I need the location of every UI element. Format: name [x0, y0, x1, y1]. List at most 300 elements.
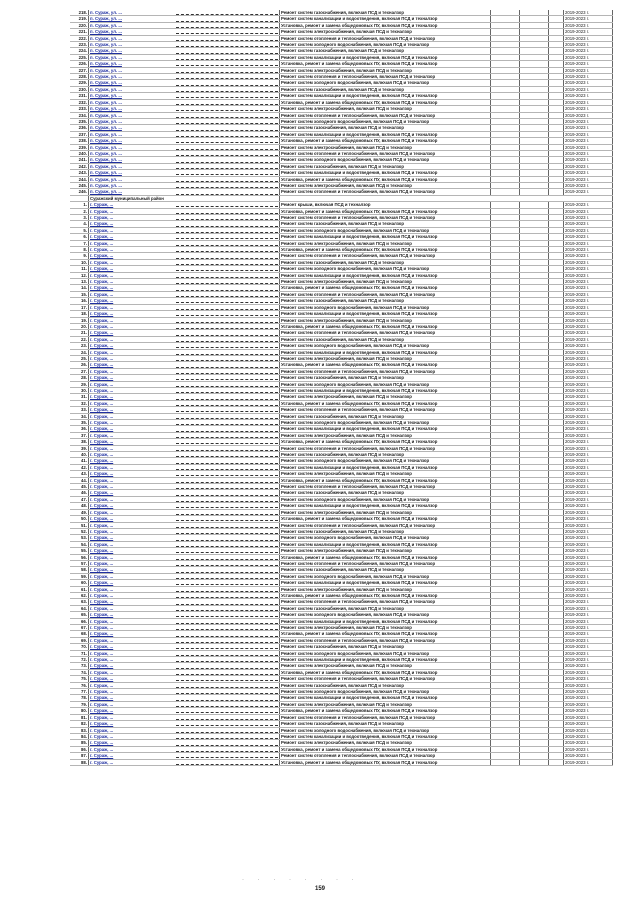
dashed-filler	[176, 242, 278, 246]
row-work-type: Установка, ремонт и замена общедомовых ПУ, включая ПСД и техналзор	[280, 285, 491, 291]
row-address: г. Сураж, ...	[89, 644, 176, 650]
dashed-filler	[176, 658, 278, 662]
row-work-type: Ремонт систем электроснабжения, включая ПСД и техналзор	[280, 586, 491, 592]
row-work-type: Ремонт систем холодного водоснабжения, включая ПСД и техналзор	[280, 304, 491, 310]
row-work-type: Ремонт систем холодного водоснабжения, включая ПСД и техналзор	[280, 650, 491, 656]
row-number: 225.	[70, 54, 89, 60]
dashed-filler	[176, 709, 278, 713]
row-address: г. Сураж, ...	[89, 304, 176, 310]
row-address: г. Сураж, ...	[89, 272, 176, 278]
scan-dots: · · · · · · · ·	[242, 877, 360, 883]
row-period: 2019-2023 г.	[564, 733, 613, 739]
row-work-type: Установка, ремонт и замена общедомовых ПУ, включая ПСД и техналзор	[280, 746, 491, 752]
row-address: п. Сураж, ул. ...	[89, 99, 176, 105]
dashed-filler	[176, 216, 278, 220]
dashed-filler	[176, 421, 278, 425]
row-period: 2019-2023 г.	[564, 727, 613, 733]
row-address: г. Сураж, ...	[89, 573, 176, 579]
row-address: п. Сураж, ул. ...	[89, 54, 176, 60]
row-number: 10.	[70, 259, 89, 265]
dashed-filler	[176, 223, 278, 227]
row-work-type: Ремонт систем электроснабжения, включая ПСД и техналзор	[280, 317, 491, 323]
row-number: 11.	[70, 266, 89, 272]
row-address: п. Сураж, ул. ...	[89, 163, 176, 169]
dashed-filler	[176, 127, 278, 131]
row-work-type: Ремонт систем газоснабжения, включая ПСД и техналзор	[280, 48, 491, 54]
row-address: г. Сураж, ...	[89, 387, 176, 393]
row-number: 16.	[70, 298, 89, 304]
dashed-filler	[176, 498, 278, 502]
row-period: 2019-2023 г.	[564, 176, 613, 182]
row-work-type: Ремонт систем канализации и водоотведения, включая ПСД и техналзор	[280, 16, 491, 22]
row-address: г. Сураж, ...	[89, 528, 176, 534]
row-address: г. Сураж, ...	[89, 253, 176, 259]
row-number: 76.	[70, 682, 89, 688]
row-address: г. Сураж, ...	[89, 701, 176, 707]
row-number: 218.	[70, 10, 89, 16]
row-number: 66.	[70, 618, 89, 624]
row-period: 2019-2023 г.	[564, 131, 613, 137]
dashed-filler	[176, 735, 278, 739]
row-work-type: Ремонт систем отопления и теплоснабжения, включая ПСД и техналзор	[280, 215, 491, 221]
row-number: 231.	[70, 93, 89, 99]
dashed-filler	[176, 517, 278, 521]
dashed-filler	[176, 319, 278, 323]
row-work-type: Ремонт систем электроснабжения, включая ПСД и техналзор	[280, 663, 491, 669]
row-year-built	[491, 759, 520, 765]
row-address: г. Сураж, ...	[89, 285, 176, 291]
dashed-filler	[176, 652, 278, 656]
row-number: 8.	[70, 247, 89, 253]
dashed-filler	[176, 50, 278, 54]
row-work-type: Ремонт систем холодного водоснабжения, включая ПСД и техналзор	[280, 612, 491, 618]
row-period: 2019-2023 г.	[564, 221, 613, 227]
dashed-filler	[176, 671, 278, 675]
row-period: 2019-2023 г.	[564, 663, 613, 669]
row-period: 2019-2023 г.	[564, 740, 613, 746]
row-work-type: Ремонт систем холодного водоснабжения, включая ПСД и техналзор	[280, 157, 491, 163]
dashed-filler	[176, 133, 278, 137]
dashed-filler	[176, 665, 278, 669]
row-address: г. Сураж, ...	[89, 496, 176, 502]
row-period: 2019-2023 г.	[564, 48, 613, 54]
row-number: 42.	[70, 464, 89, 470]
dashed-filler	[176, 114, 278, 118]
row-work-type: Ремонт систем отопления и теплоснабжения, включая ПСД и техналзор	[280, 560, 491, 566]
row-number: 241.	[70, 157, 89, 163]
dashed-filler	[176, 267, 278, 271]
row-period: 2019-2023 г.	[564, 605, 613, 611]
row-number: 4.	[70, 221, 89, 227]
row-period: 2019-2023 г.	[564, 317, 613, 323]
dashed-filler	[176, 299, 278, 303]
row-period: 2019-2023 г.	[564, 202, 613, 208]
dashed-filler	[176, 472, 278, 476]
row-work-type: Ремонт систем холодного водоснабжения, включая ПСД и техналзор	[280, 343, 491, 349]
row-number: 75.	[70, 676, 89, 682]
row-period: 2019-2023 г.	[564, 721, 613, 727]
row-address: г. Сураж, ...	[89, 663, 176, 669]
row-period: 2019-2023 г.	[564, 541, 613, 547]
row-address: г. Сураж, ...	[89, 708, 176, 714]
row-period: 2019-2023 г.	[564, 701, 613, 707]
dashed-filler	[176, 754, 278, 758]
row-address: г. Сураж, ...	[89, 400, 176, 406]
dashed-filler	[176, 383, 278, 387]
row-work-type: Установка, ремонт и замена общедомовых ПУ, включая ПСД и техналзор	[280, 22, 491, 28]
row-number: 17.	[70, 304, 89, 310]
dashed-filler	[176, 575, 278, 579]
dashed-filler	[176, 18, 278, 22]
row-period: 2019-2023 г.	[564, 106, 613, 112]
row-address: г. Сураж, ...	[89, 355, 176, 361]
row-period: 2019-2023 г.	[564, 560, 613, 566]
row-work-type: Установка, ремонт и замена общедомовых ПУ, включая ПСД и техналзор	[280, 362, 491, 368]
row-address: г. Сураж, ...	[89, 349, 176, 355]
page-number: 159	[314, 886, 325, 892]
row-work-type: Установка, ремонт и замена общедомовых ПУ, включая ПСД и техналзор	[280, 516, 491, 522]
row-period: 2019-2023 г.	[564, 86, 613, 92]
row-number: 19.	[70, 317, 89, 323]
row-number: 219.	[70, 16, 89, 22]
row-number: 237.	[70, 131, 89, 137]
row-work-type: Установка, ремонт и замена общедомовых ПУ, включая ПСД и техналзор	[280, 138, 491, 144]
row-work-type: Ремонт систем газоснабжения, включая ПСД и техналзор	[280, 10, 491, 16]
row-address: г. Сураж, ...	[89, 234, 176, 240]
row-address: п. Сураж, ул. ...	[89, 112, 176, 118]
row-address: г. Сураж, ...	[89, 227, 176, 233]
row-work-type: Установка, ремонт и замена общедомовых ПУ, включая ПСД и техналзор	[280, 554, 491, 560]
row-work-type: Ремонт систем газоснабжения, включая ПСД и техналзор	[280, 567, 491, 573]
row-number: 6.	[70, 234, 89, 240]
row-period: 2019-2023 г.	[564, 157, 613, 163]
row-period: 2019-2023 г.	[564, 599, 613, 605]
row-address: п. Сураж, ул. ...	[89, 144, 176, 150]
row-work-type: Ремонт систем газоснабжения, включая ПСД и техналзор	[280, 259, 491, 265]
dashed-filler	[176, 729, 278, 733]
dashed-filler	[176, 293, 278, 297]
row-work-type: Ремонт систем канализации и водоотведения, включая ПСД и техналзор	[280, 580, 491, 586]
row-number: 226.	[70, 61, 89, 67]
row-period: 2019-2023 г.	[564, 657, 613, 663]
row-address: г. Сураж, ...	[89, 336, 176, 342]
row-address: п. Сураж, ул. ...	[89, 16, 176, 22]
dashed-filler	[176, 524, 278, 528]
row-period: 2019-2023 г.	[564, 637, 613, 643]
row-work-type: Ремонт систем канализации и водоотведения, включая ПСД и техналзор	[280, 272, 491, 278]
row-number: 246.	[70, 189, 89, 195]
row-work-type: Ремонт систем газоснабжения, включая ПСД и техналзор	[280, 682, 491, 688]
row-period: 2019-2023 г.	[564, 554, 613, 560]
row-number: 243.	[70, 170, 89, 176]
row-work-type: Ремонт систем отопления и теплоснабжения, включая ПСД и техналзор	[280, 753, 491, 759]
dashed-filler	[176, 556, 278, 560]
row-work-type: Установка, ремонт и замена общедомовых ПУ, включая ПСД и техналзор	[280, 400, 491, 406]
row-work-type: Ремонт систем холодного водоснабжения, включая ПСД и техналзор	[280, 420, 491, 426]
row-number: 60.	[70, 580, 89, 586]
row-address: п. Сураж, ул. ...	[89, 157, 176, 163]
row-address: п. Сураж, ул. ...	[89, 86, 176, 92]
row-address: г. Сураж, ...	[89, 535, 176, 541]
row-work-type: Ремонт систем отопления и теплоснабжения, включая ПСД и техналзор	[280, 484, 491, 490]
dashed-filler	[176, 549, 278, 553]
row-address: г. Сураж, ...	[89, 746, 176, 752]
row-number: 18.	[70, 311, 89, 317]
row-address: г. Сураж, ...	[89, 580, 176, 586]
row-address: п. Сураж, ул. ...	[89, 61, 176, 67]
row-work-type: Ремонт систем холодного водоснабжения, включая ПСД и техналзор	[280, 118, 491, 124]
row-period: 2019-2023 г.	[564, 125, 613, 131]
dashed-filler	[176, 504, 278, 508]
row-address: г. Сураж, ...	[89, 420, 176, 426]
row-period: 2019-2023 г.	[564, 330, 613, 336]
row-work-type: Ремонт систем электроснабжения, включая ПСД и техналзор	[280, 548, 491, 554]
row-period: 2019-2023 г.	[564, 182, 613, 188]
dashed-filler	[176, 344, 278, 348]
row-period: 2019-2023 г.	[564, 432, 613, 438]
dashed-filler	[176, 607, 278, 611]
dashed-filler	[176, 357, 278, 361]
row-number: 68.	[70, 631, 89, 637]
row-work-type: Ремонт систем газоснабжения, включая ПСД и техналзор	[280, 605, 491, 611]
row-filler-line	[175, 759, 280, 765]
row-number: 53.	[70, 535, 89, 541]
row-spacer	[549, 759, 564, 765]
row-address: г. Сураж, ...	[89, 311, 176, 317]
row-address: п. Сураж, ул. ...	[89, 118, 176, 124]
row-period: 2019-2023 г.	[564, 509, 613, 515]
row-period: 2019-2023 г.	[564, 35, 613, 41]
row-address: г. Сураж, ...	[89, 650, 176, 656]
dashed-filler	[176, 453, 278, 457]
dashed-filler	[176, 434, 278, 438]
row-address: г. Сураж, ...	[89, 202, 176, 208]
row-period: 2019-2023 г.	[564, 394, 613, 400]
row-address: г. Сураж, ...	[89, 484, 176, 490]
row-period: 2019-2023 г.	[564, 420, 613, 426]
dashed-filler	[176, 722, 278, 726]
row-number: 228.	[70, 74, 89, 80]
row-work-type: Ремонт систем канализации и водоотведения, включая ПСД и техналзор	[280, 349, 491, 355]
row-period: 2019-2023 г.	[564, 567, 613, 573]
dashed-filler	[176, 75, 278, 79]
row-work-type: Ремонт систем электроснабжения, включая ПСД и техналзор	[280, 740, 491, 746]
row-address: г. Сураж, ...	[89, 221, 176, 227]
row-address: г. Сураж, ...	[89, 554, 176, 560]
row-work-type: Установка, ремонт и замена общедомовых ПУ, включая ПСД и техналзор	[280, 247, 491, 253]
row-period: 2019-2023 г.	[564, 682, 613, 688]
row-work-type: Ремонт систем газоснабжения, включая ПСД и техналзор	[280, 721, 491, 727]
row-number: 88.	[70, 759, 89, 765]
row-number: 26.	[70, 362, 89, 368]
row-work-type: Установка, ремонт и замена общедомовых ПУ, включая ПСД и техналзор	[280, 208, 491, 214]
row-number: 83.	[70, 727, 89, 733]
row-address: г. Сураж, ...	[89, 541, 176, 547]
district-header: Суражский муниципальный район	[89, 195, 280, 201]
row-address: г. Сураж, ...	[89, 740, 176, 746]
row-year-repair	[520, 759, 549, 765]
row-number: 31.	[70, 394, 89, 400]
row-address: п. Сураж, ул. ...	[89, 35, 176, 41]
row-work-type: Ремонт систем отопления и теплоснабжения, включая ПСД и техналзор	[280, 35, 491, 41]
row-address: п. Сураж, ул. ...	[89, 80, 176, 86]
dashed-filler	[176, 440, 278, 444]
row-address: г. Сураж, ...	[89, 368, 176, 374]
dashed-filler	[176, 62, 278, 66]
dashed-filler	[176, 280, 278, 284]
row-period: 2019-2023 г.	[564, 592, 613, 598]
row-address: г. Сураж, ...	[89, 432, 176, 438]
row-work-type: Ремонт систем электроснабжения, включая ПСД и техналзор	[280, 144, 491, 150]
row-number: 232.	[70, 99, 89, 105]
dashed-filler	[176, 485, 278, 489]
row-number: 245.	[70, 182, 89, 188]
row-period: 2019-2023 г.	[564, 644, 613, 650]
dashed-filler	[176, 370, 278, 374]
row-number: 47.	[70, 496, 89, 502]
row-period: 2019-2023 г.	[564, 74, 613, 80]
row-work-type: Ремонт систем электроснабжения, включая ПСД и техналзор	[280, 509, 491, 515]
row-address: п. Сураж, ул. ...	[89, 150, 176, 156]
row-number: 87.	[70, 753, 89, 759]
row-address: г. Сураж, ...	[89, 394, 176, 400]
row-number: 63.	[70, 599, 89, 605]
row-period: 2019-2023 г.	[564, 676, 613, 682]
row-address: г. Сураж, ...	[89, 291, 176, 297]
row-number: 35.	[70, 420, 89, 426]
row-work-type: Установка, ремонт и замена общедомовых ПУ, включая ПСД и техналзор	[280, 477, 491, 483]
row-period: 2019-2023 г.	[564, 247, 613, 253]
row-number: 15.	[70, 291, 89, 297]
dashed-filler	[176, 613, 278, 617]
document-sheet	[70, 10, 590, 766]
row-period: 2019-2023 г.	[564, 689, 613, 695]
row-address: г. Сураж, ...	[89, 298, 176, 304]
row-period: 2019-2023 г.	[564, 349, 613, 355]
row-number: 23.	[70, 343, 89, 349]
row-period: 2019-2023 г.	[564, 234, 613, 240]
row-period: 2019-2023 г.	[564, 471, 613, 477]
row-address: г. Сураж, ...	[89, 445, 176, 451]
row-period: 2019-2023 г.	[564, 445, 613, 451]
row-period: 2019-2023 г.	[564, 61, 613, 67]
row-number: 81.	[70, 714, 89, 720]
row-address: г. Сураж, ...	[89, 503, 176, 509]
row-address: г. Сураж, ...	[89, 682, 176, 688]
dashed-filler	[176, 376, 278, 380]
row-period: 2019-2023 г.	[564, 535, 613, 541]
row-work-type: Ремонт систем отопления и теплоснабжения, включая ПСД и техналзор	[280, 599, 491, 605]
dashed-filler	[176, 24, 278, 28]
row-period: 2019-2023 г.	[564, 490, 613, 496]
row-period: 2019-2023 г.	[564, 323, 613, 329]
row-period: 2019-2023 г.	[564, 343, 613, 349]
row-address: г. Сураж, ...	[89, 259, 176, 265]
row-work-type: Ремонт систем электроснабжения, включая ПСД и техналзор	[280, 240, 491, 246]
row-address: г. Сураж, ...	[89, 240, 176, 246]
dashed-filler	[176, 107, 278, 111]
row-period: 2019-2023 г.	[564, 503, 613, 509]
dashed-filler	[176, 530, 278, 534]
row-work-type: Ремонт систем отопления и теплоснабжения, включая ПСД и техналзор	[280, 714, 491, 720]
row-address: г. Сураж, ...	[89, 567, 176, 573]
dashed-filler	[176, 312, 278, 316]
dashed-filler	[176, 146, 278, 150]
row-address: г. Сураж, ...	[89, 330, 176, 336]
row-number: 13.	[70, 279, 89, 285]
row-number: 30.	[70, 387, 89, 393]
row-number: 39.	[70, 445, 89, 451]
dashed-filler	[176, 684, 278, 688]
row-work-type: Ремонт систем канализации и водоотведения, включая ПСД и техналзор	[280, 695, 491, 701]
dashed-filler	[176, 389, 278, 393]
row-address: г. Сураж, ...	[89, 733, 176, 739]
dashed-filler	[176, 543, 278, 547]
row-work-type: Ремонт систем электроснабжения, включая ПСД и техналзор	[280, 394, 491, 400]
row-number: 33.	[70, 407, 89, 413]
dashed-filler	[176, 626, 278, 630]
dashed-filler	[176, 742, 278, 746]
dashed-filler	[176, 537, 278, 541]
dashed-filler	[176, 460, 278, 464]
table-row	[70, 759, 613, 765]
row-period: 2019-2023 г.	[564, 42, 613, 48]
dashed-filler	[176, 235, 278, 239]
row-period: 2019-2023 г.	[564, 548, 613, 554]
dashed-filler	[176, 69, 278, 73]
row-period: 2019-2023 г.	[564, 253, 613, 259]
row-address: г. Сураж, ...	[89, 452, 176, 458]
row-number: 20.	[70, 323, 89, 329]
row-number: 229.	[70, 80, 89, 86]
row-work-type: Установка, ремонт и замена общедомовых ПУ, включая ПСД и техналзор	[280, 592, 491, 598]
row-work-type: Ремонт систем отопления и теплоснабжения, включая ПСД и техналзор	[280, 368, 491, 374]
dashed-filler	[176, 165, 278, 169]
row-number: 69.	[70, 637, 89, 643]
row-address: г. Сураж, ...	[89, 509, 176, 515]
row-address: г. Сураж, ...	[89, 343, 176, 349]
row-address: п. Сураж, ул. ...	[89, 131, 176, 137]
table-body	[70, 10, 613, 765]
row-address: п. Сураж, ул. ...	[89, 48, 176, 54]
row-address: г. Сураж, ...	[89, 612, 176, 618]
row-work-type: Ремонт систем отопления и теплоснабжения, включая ПСД и техналзор	[280, 407, 491, 413]
dashed-filler	[176, 184, 278, 188]
row-period: 2019-2023 г.	[564, 362, 613, 368]
repair-program-table	[70, 10, 613, 766]
row-period: 2019-2023 г.	[564, 16, 613, 22]
dashed-filler	[176, 511, 278, 515]
row-address: п. Сураж, ул. ...	[89, 42, 176, 48]
row-period: 2019-2023 г.	[564, 464, 613, 470]
dashed-filler	[176, 191, 278, 195]
row-number: 49.	[70, 509, 89, 515]
row-period: 2019-2023 г.	[564, 439, 613, 445]
row-work-type: Ремонт систем газоснабжения, включая ПСД и техналзор	[280, 163, 491, 169]
row-address: п. Сураж, ул. ...	[89, 125, 176, 131]
row-address: г. Сураж, ...	[89, 279, 176, 285]
dashed-filler	[176, 408, 278, 412]
row-period: 2019-2023 г.	[564, 625, 613, 631]
row-number: 29.	[70, 381, 89, 387]
row-address: г. Сураж, ...	[89, 458, 176, 464]
dashed-filler	[176, 229, 278, 233]
row-address: п. Сураж, ул. ...	[89, 29, 176, 35]
dashed-filler	[176, 139, 278, 143]
row-work-type: Ремонт систем электроснабжения, включая ПСД и техналзор	[280, 471, 491, 477]
row-address: г. Сураж, ...	[89, 586, 176, 592]
dashed-filler	[176, 274, 278, 278]
